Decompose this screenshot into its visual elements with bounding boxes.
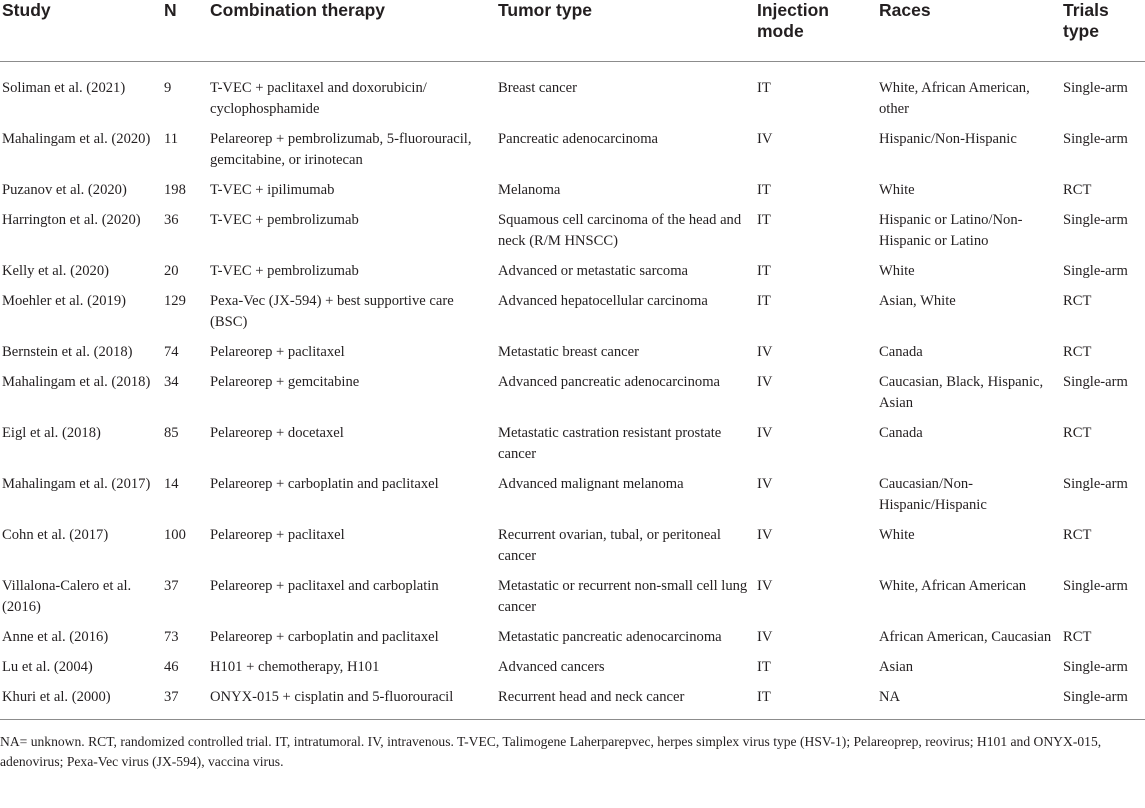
cell-injection-mode: IT [757,212,771,228]
cell-therapy: T-VEC + paclitaxel and doxorubicin/ cyclophosphamide [210,80,427,117]
table-row [0,342,1145,372]
cell-therapy: H101 + chemotherapy, H101 [210,659,380,675]
cell-races: White [879,263,915,279]
cell-study: Moehler et al. (2019) [2,293,127,309]
cell-injection-mode: IV [757,374,773,390]
cell-races: Asian, White [879,293,956,309]
cell-trials-type: RCT [1063,344,1092,360]
table-body [0,62,1145,720]
table-footnote: NA= unknown. RCT, randomized controlled trial. IT, intratumoral. IV, intravenous. T-VEC, Talimogene Laherparepvec, herpes simplex virus type (HSV-1); Pelareoprep, reovirus; H101 and ONYX-015, adenovirus; Pexa-Vec virus (JX-594), vaccina virus. [0,734,1102,769]
cell-tumor: Pancreatic adenocarcinoma [498,131,659,147]
cell-study: Villalona-Calero et al. (2016) [2,578,132,615]
cell-injection-mode: IV [757,476,773,492]
cell-races: Caucasian/Non-Hispanic/Hispanic [879,476,987,513]
cell-races: Canada [879,344,923,360]
cell-races: NA [879,687,1063,720]
cell-therapy: Pelareorep + paclitaxel [210,527,345,543]
cell-study: Cohn et al. (2017) [2,527,109,543]
cell-n: 14 [164,476,179,492]
cell-therapy: Pelareorep + paclitaxel [210,344,345,360]
cell-n: 73 [164,629,179,645]
cell-n: 37 [164,578,179,594]
header-injection-line2: mode [757,21,804,41]
cell-n: 9 [164,80,172,96]
cell-races: African American, Caucasian [879,629,1052,645]
cell-therapy: Pelareorep + carboplatin and paclitaxel [210,476,439,492]
table-row [0,129,1145,180]
cell-races: Asian [879,659,914,675]
cell-study: Harrington et al. (2020) [2,212,141,228]
table-row [0,627,1145,657]
cell-therapy: Pelareorep + paclitaxel and carboplatin [210,578,439,594]
table-row [0,687,1145,720]
cell-n: 74 [164,344,179,360]
cell-injection-mode: IV [757,629,773,645]
cell-trials-type: Single-arm [1063,263,1128,279]
cell-races: Caucasian, Black, Hispanic, Asian [879,374,1044,411]
cell-trials-type: RCT [1063,629,1092,645]
cell-therapy: ONYX-015 + cisplatin and 5-fluorouracil [210,687,498,720]
cell-tumor: Melanoma [498,182,561,198]
cell-trials-type: Single-arm [1063,659,1128,675]
cell-study: Mahalingam et al. (2018) [2,374,151,390]
cell-tumor: Advanced cancers [498,659,605,675]
cell-n: 46 [164,659,179,675]
header-trials-line2: type [1063,21,1099,41]
cell-trials-type: Single-arm [1063,476,1128,492]
cell-injection-mode: IT [757,263,771,279]
cell-trials-type: Single-arm [1063,374,1128,390]
cell-study: Kelly et al. (2020) [2,263,109,279]
header-study: Study [0,0,164,62]
cell-races: Canada [879,425,923,441]
header-trials-line1: Trials [1063,0,1109,20]
cell-injection-mode: IV [757,527,773,543]
cell-races: White, African American, other [879,80,1030,117]
cell-therapy: Pelareorep + carboplatin and paclitaxel [210,629,439,645]
cell-therapy: Pelareorep + docetaxel [210,425,344,441]
cell-therapy: T-VEC + pembrolizumab [210,263,359,279]
cell-trials-type: Single-arm [1063,131,1128,147]
cell-trials-type: Single-arm [1063,578,1128,594]
cell-trials-type: RCT [1063,293,1092,309]
header-injection [757,0,879,62]
cell-trials-type: Single-arm [1063,687,1145,720]
header-therapy: Combination therapy [210,0,498,62]
table-row [0,372,1145,423]
table-row [0,657,1145,687]
cell-n: 100 [164,527,186,543]
table-row [0,210,1145,261]
cell-injection-mode: IV [757,344,773,360]
table-row [0,261,1145,291]
cell-injection-mode: IV [757,578,773,594]
cell-trials-type: Single-arm [1063,80,1128,96]
cell-trials-type: RCT [1063,182,1092,198]
table-row [0,291,1145,342]
cell-study: Mahalingam et al. (2017) [2,476,151,492]
cell-tumor: Recurrent head and neck cancer [498,687,757,720]
cell-tumor: Metastatic pancreatic adenocarcinoma [498,629,722,645]
table-row [0,423,1145,474]
cell-tumor: Advanced or metastatic sarcoma [498,263,689,279]
header-row [0,0,1145,62]
cell-study: Lu et al. (2004) [2,659,93,675]
cell-therapy: T-VEC + ipilimumab [210,182,335,198]
cell-n: 37 [164,687,210,720]
cell-study: Soliman et al. (2021) [2,80,126,96]
cell-n: 20 [164,263,179,279]
cell-injection-mode: IT [757,687,879,720]
header-n: N [164,0,210,62]
cell-study: Anne et al. (2016) [2,629,109,645]
header-trials [1063,0,1145,62]
cell-races: Hispanic/Non-Hispanic [879,131,1017,147]
cell-tumor: Metastatic breast cancer [498,344,639,360]
cell-therapy: Pelareorep + gemcitabine [210,374,360,390]
cell-tumor: Recurrent ovarian, tubal, or peritoneal cancer [498,527,721,564]
cell-injection-mode: IT [757,80,771,96]
cell-study: Puzanov et al. (2020) [2,182,127,198]
cell-therapy: Pexa-Vec (JX-594) + best supportive care (BSC) [210,293,454,330]
cell-injection-mode: IV [757,131,773,147]
cell-races: Hispanic or Latino/Non-Hispanic or Latino [879,212,1023,249]
cell-study: Bernstein et al. (2018) [2,344,133,360]
cell-n: 11 [164,131,179,147]
cell-injection-mode: IT [757,659,771,675]
cell-trials-type: RCT [1063,527,1092,543]
cell-therapy: Pelareorep + pembrolizumab, 5-fluorouracil, gemcitabine, or irinotecan [210,131,472,168]
cell-races: White, African American [879,578,1027,594]
table-row [0,62,1145,130]
cell-tumor: Breast cancer [498,80,577,96]
table-row [0,525,1145,576]
cell-n: 198 [164,182,186,198]
cell-trials-type: RCT [1063,425,1092,441]
table-row [0,474,1145,525]
cell-tumor: Squamous cell carcinoma of the head and neck (R/M HNSCC) [498,212,742,249]
cell-n: 129 [164,293,186,309]
cell-n: 34 [164,374,179,390]
cell-injection-mode: IV [757,425,773,441]
cell-injection-mode: IT [757,293,771,309]
cell-n: 85 [164,425,179,441]
cell-trials-type: Single-arm [1063,212,1128,228]
cell-therapy: T-VEC + pembrolizumab [210,212,359,228]
header-injection-line1: Injection [757,0,829,20]
cell-study: Eigl et al. (2018) [2,425,101,441]
cell-races: White [879,527,915,543]
cell-tumor: Advanced malignant melanoma [498,476,684,492]
table-row [0,576,1145,627]
cell-study: Khuri et al. (2000) [0,687,164,720]
cell-tumor: Advanced hepatocellular carcinoma [498,293,708,309]
table-row [0,180,1145,210]
cell-tumor: Metastatic or recurrent non-small cell lung cancer [498,578,748,615]
header-races: Races [879,0,1063,62]
cell-tumor: Metastatic castration resistant prostate cancer [498,425,722,462]
cell-study: Mahalingam et al. (2020) [2,131,151,147]
cell-n: 36 [164,212,179,228]
cell-races: White [879,182,915,198]
cell-tumor: Advanced pancreatic adenocarcinoma [498,374,721,390]
header-tumor: Tumor type [498,0,757,62]
cell-injection-mode: IT [757,182,771,198]
